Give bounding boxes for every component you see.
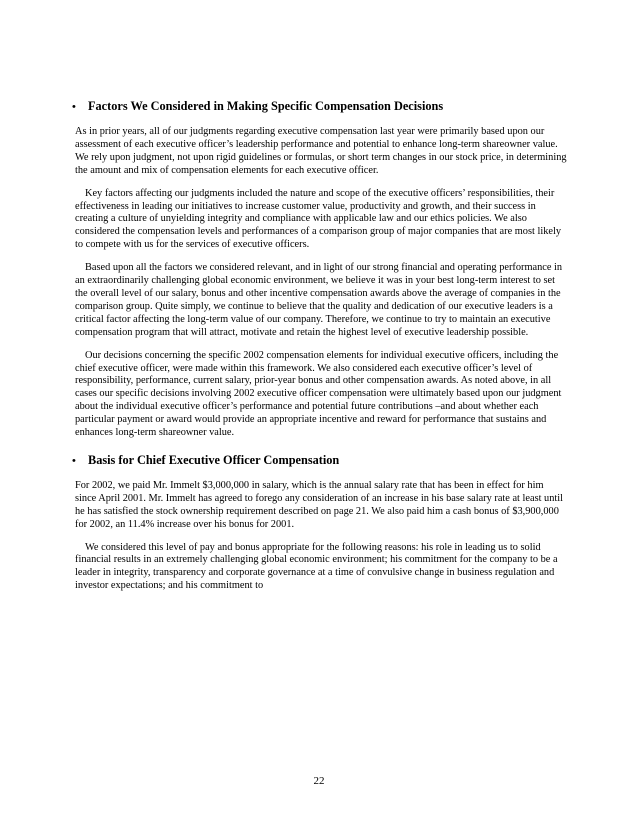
section-heading-text: Basis for Chief Executive Officer Compensation <box>88 452 340 467</box>
paragraph: Based upon all the factors we considered relevant, and in light of our strong financial and operating performance in an extraordinarily challenging global economic environment, we believe it was in your best long-term interest to set the overall level of our salary, bonus and other incentive compensation awards above the average of companies in the comparison group. Quite simply, we continue to believe that the quality and dedication of our executive leaders is a critical factor affecting the long-term value of our company. Therefore, we continue to try to maintain an executive compensation program that will attract, motivate and retain the highest level of executive leadership possible. <box>75 262 563 338</box>
paragraph: For 2002, we paid Mr. Immelt $3,000,000 in salary, which is the annual salary rate that has been in effect for him since April 2001. Mr. Immelt has agreed to forego any consideration of an increase in his base salary rate at least until he has satisfied the stock ownership requirement described on page 21. We also paid him a cash bonus of $3,900,000 for 2002, an 11.4% increase over his bonus for 2001. <box>75 479 564 530</box>
bullet-icon: • <box>72 454 76 467</box>
document-page <box>72 99 567 603</box>
section-heading-text: Factors We Considered in Making Specific Compensation Decisions <box>88 99 444 113</box>
page-number: 22 <box>313 775 325 787</box>
section-heading-ceo-compensation <box>72 453 567 469</box>
bullet-icon: • <box>72 101 76 113</box>
paragraph: Key factors affecting our judgments included the nature and scope of the executive officers’ responsibilities, their effectiveness in leading our initiatives to increase customer value, productivity and growth, and their success in creating a culture of unyielding integrity and compliance with applicable law and our ethics policies. We also considered the compensation levels and performances of a comparison group of major companies that are most likely to compete with us for the services of executive officers. <box>75 187 561 251</box>
paragraph: Our decisions concerning the specific 2002 compensation elements for individual executive officers, including the chief executive officer, were made within this framework. We also considered each executive officer’s level of responsibility, performance, current salary, prior-year bonus and other compensation awards. As noted above, in all cases our specific decisions involving 2002 executive officer compensation were ultimately based upon our judgment about the individual executive officer’s performance and potential future contributions –and about whether each particular payment or award would provide an appropriate incentive and reward for performance that sustains and enhances long-term shareowner value. <box>75 349 562 439</box>
paragraph: We considered this level of pay and bonus appropriate for the following reasons: his role in leading us to solid financial results in an extremely challenging global economic environment; his commitment for the company to be a leader in integrity, transparency and corporate governance at a time of convulsive change in business regulation and investor expectations; and his commitment to <box>75 541 558 592</box>
section-heading-factors <box>72 99 567 115</box>
paragraph: As in prior years, all of our judgments regarding executive compensation last year were primarily based upon our assessment of each executive officer’s leadership performance and potential to enhance long-term shareowner value. We rely upon judgment, not upon rigid guidelines or formulas, or short term changes in our stock price, in determining the amount and mix of compensation elements for each executive officer. <box>75 126 567 176</box>
